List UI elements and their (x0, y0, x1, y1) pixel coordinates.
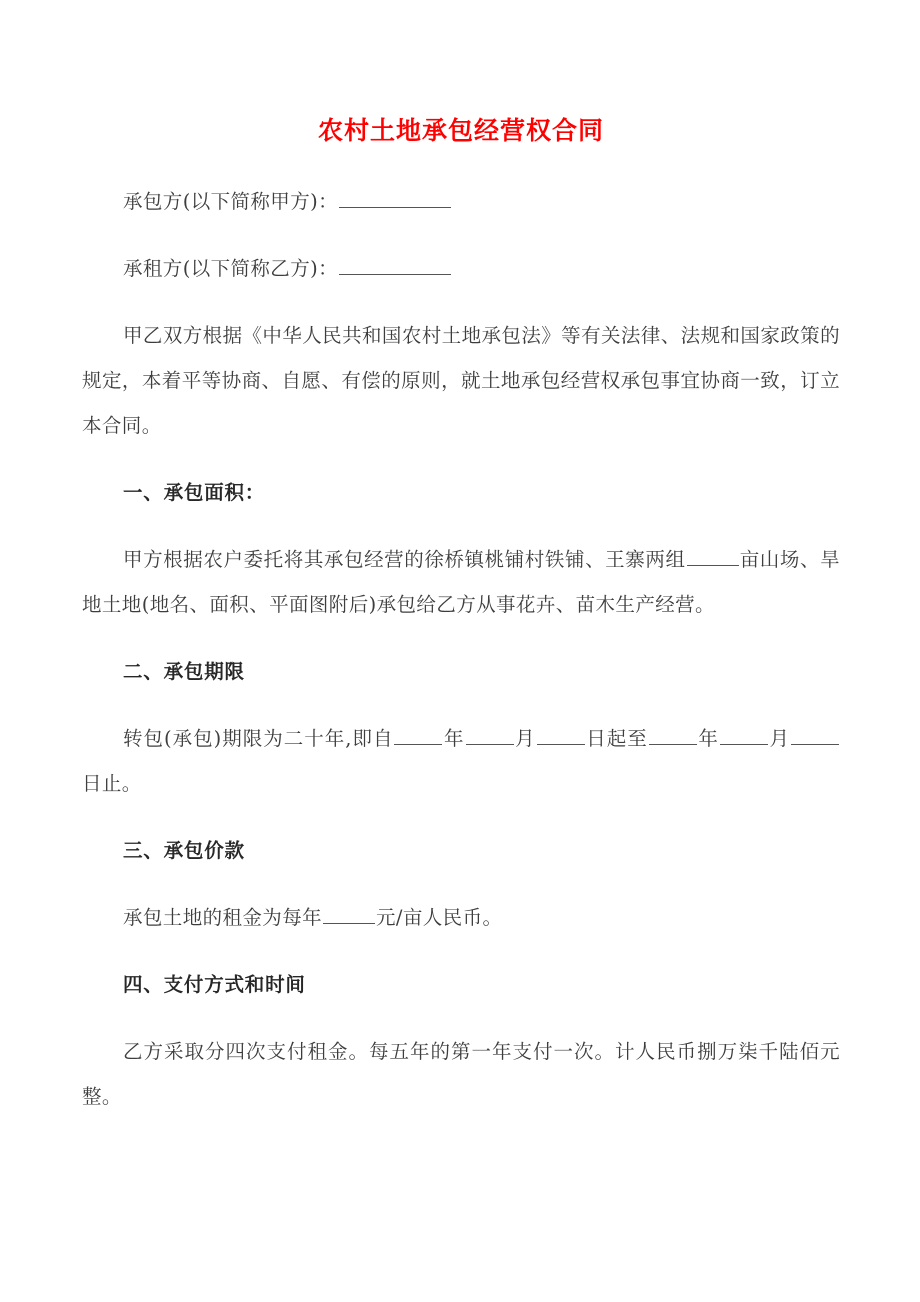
spacer-after-title (82, 143, 840, 179)
spacer-parties (82, 224, 840, 246)
start-month-blank[interactable] (466, 725, 514, 745)
spacer-before-section-1 (82, 448, 840, 470)
start-month-unit: 月 (514, 727, 536, 750)
start-year-unit: 年 (443, 727, 465, 750)
end-year-unit: 年 (697, 727, 719, 750)
party-a-label: 承包方(以下简称甲方)： (123, 190, 339, 213)
section-1-body (82, 537, 840, 627)
spacer-before-preamble (82, 291, 840, 313)
section-1-text-after-blank: 亩山场、旱地土地(地名、面积、平面图附后)承包给乙方从事花卉、苗木生产经营。 (82, 548, 840, 616)
end-year-blank[interactable] (649, 725, 697, 745)
rent-amount-blank[interactable] (323, 904, 375, 924)
document-body (82, 0, 840, 1119)
section-2-heading: 二、承包期限 (123, 660, 245, 683)
spacer-before-section-3 (82, 806, 840, 828)
page-title: 农村土地承包经营权合同 (317, 116, 604, 145)
section-3-price-suffix: 元/亩人民币。 (376, 906, 503, 929)
spacer-section-4 (82, 1007, 840, 1029)
end-month-blank[interactable] (720, 725, 768, 745)
section-4-heading: 四、支付方式和时间 (123, 973, 306, 996)
section-1-text-before-blank: 甲方根据农户委托将其承包经营的徐桥镇桃铺村铁铺、王寨两组 (123, 548, 686, 571)
start-day-blank[interactable] (537, 725, 585, 745)
section-2-term-prefix: 转包(承包)期限为二十年,即自 (123, 727, 394, 750)
spacer-section-1 (82, 515, 840, 537)
party-a-line (82, 179, 840, 224)
party-b-blank[interactable] (339, 255, 451, 275)
party-b-label: 承租方(以下简称乙方)： (123, 257, 339, 280)
section-2-body (82, 716, 840, 806)
spacer-before-section-4 (82, 940, 840, 962)
end-day-blank[interactable] (791, 725, 839, 745)
section-1-area-blank[interactable] (687, 546, 739, 566)
end-day-unit: 日止。 (82, 772, 142, 795)
start-year-blank[interactable] (394, 725, 442, 745)
preamble-paragraph: 甲乙双方根据《中华人民共和国农村土地承包法》等有关法律、法规和国家政策的规定，本着平等协商、自愿、有偿的原则，就土地承包经营权承包事宜协商一致，订立本合同。 (82, 324, 840, 437)
section-3-heading: 三、承包价款 (123, 839, 245, 862)
section-4-body: 乙方采取分四次支付租金。每五年的第一年支付一次。计人民币捌万柒千陆佰元整。 (82, 1040, 840, 1108)
spacer-section-2 (82, 694, 840, 716)
section-1-heading: 一、承包面积： (123, 481, 266, 504)
party-a-blank[interactable] (339, 188, 451, 208)
start-day-unit: 日起至 (585, 727, 648, 750)
spacer-section-3 (82, 873, 840, 895)
section-3-price-prefix: 承包土地的租金为每年 (123, 906, 323, 929)
end-month-unit: 月 (768, 727, 790, 750)
spacer-before-section-2 (82, 627, 840, 649)
section-3-body (82, 895, 840, 940)
party-b-line (82, 246, 840, 291)
